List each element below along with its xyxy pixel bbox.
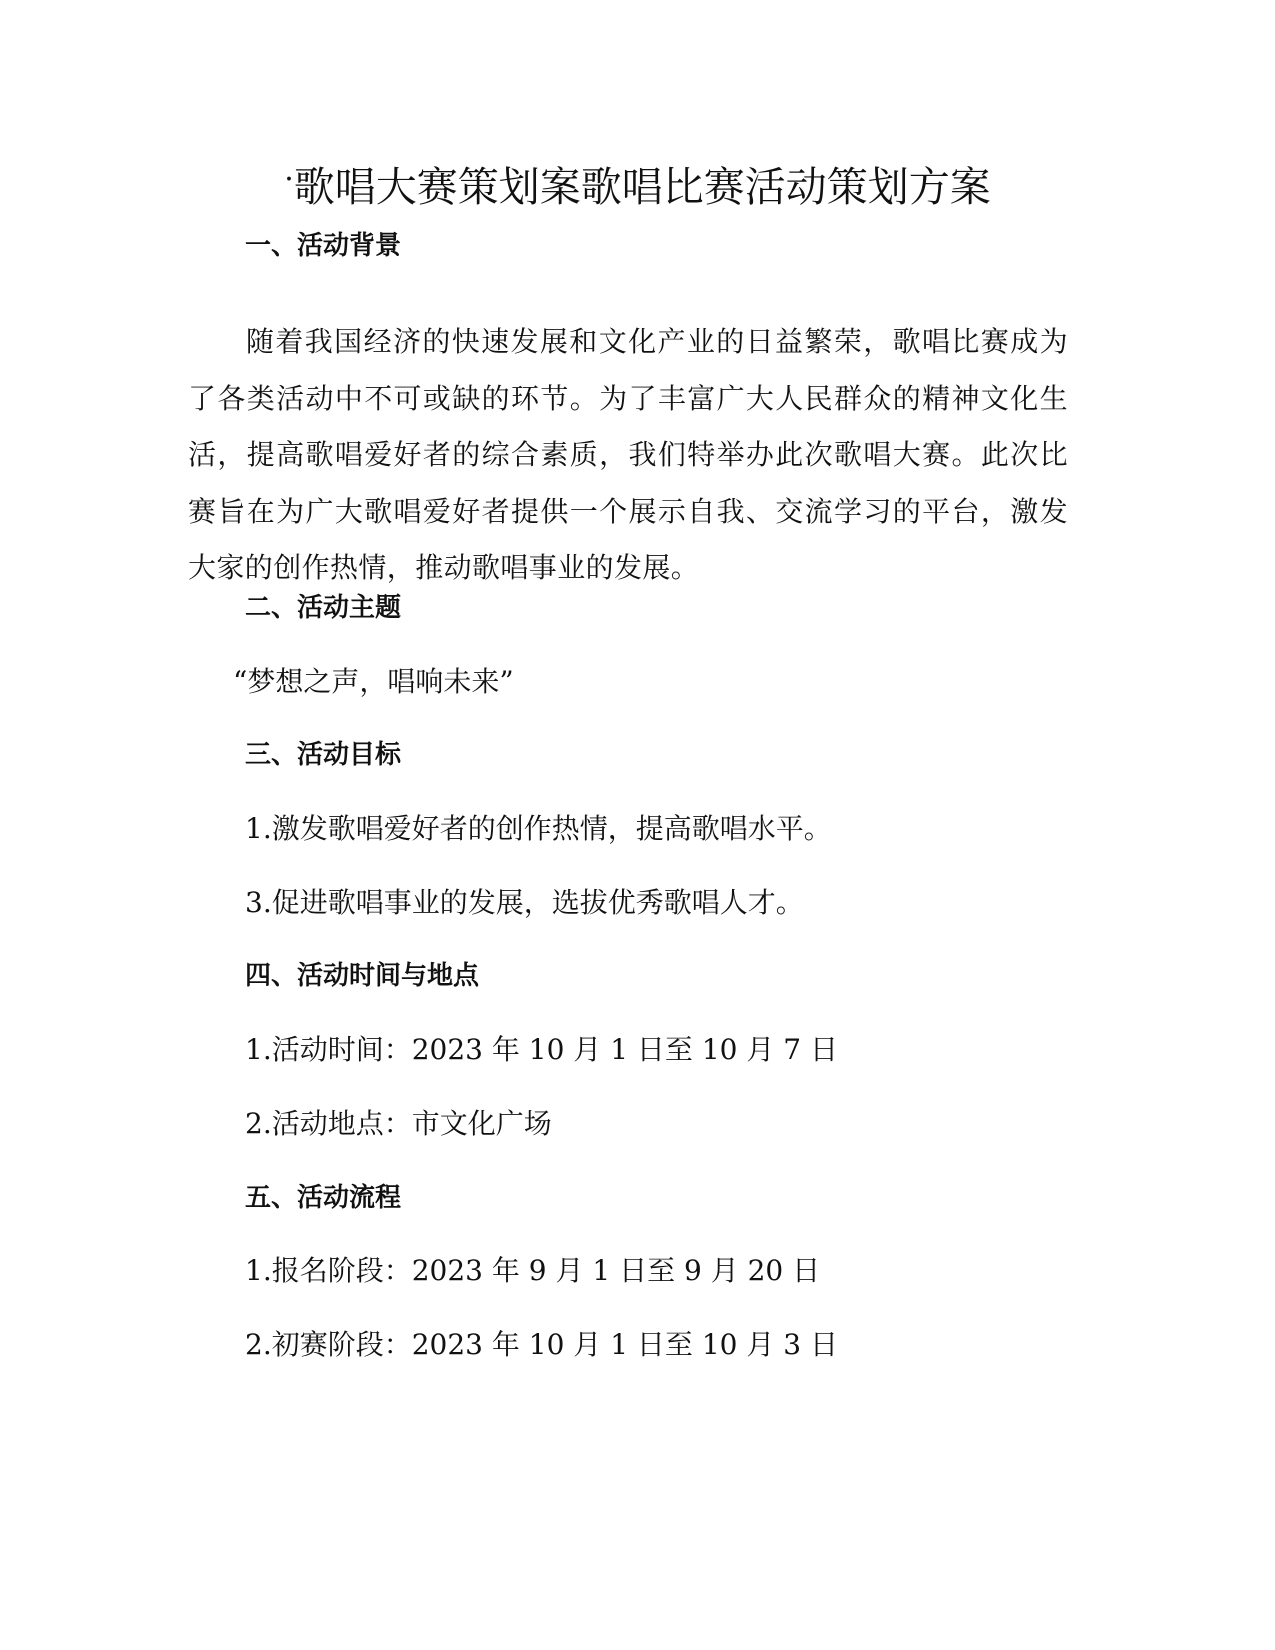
time-item: 1.活动时间：2023 年 10 月 1 日至 10 月 7 日 bbox=[245, 1033, 838, 1066]
section-heading-goals: 三、活动目标 bbox=[245, 740, 402, 770]
process-item: 1.报名阶段：2023 年 9 月 1 日至 9 月 20 日 bbox=[245, 1254, 821, 1287]
theme-text: “梦想之声，唱响未来” bbox=[233, 665, 514, 698]
section-heading-time-place: 四、活动时间与地点 bbox=[245, 961, 480, 991]
title-mark: · bbox=[284, 162, 294, 197]
document-title bbox=[150, 152, 1125, 215]
section-heading-background: 一、活动背景 bbox=[245, 231, 402, 261]
section-heading-process: 五、活动流程 bbox=[245, 1183, 402, 1213]
place-item: 2.活动地点：市文化广场 bbox=[245, 1107, 552, 1140]
document-title-text: 歌唱大赛策划案歌唱比赛活动策划方案 bbox=[293, 163, 991, 211]
goal-item: 1.激发歌唱爱好者的创作热情，提高歌唱水平。 bbox=[245, 812, 832, 845]
process-item: 2.初赛阶段：2023 年 10 月 1 日至 10 月 3 日 bbox=[245, 1328, 838, 1361]
background-paragraph: 随着我国经济的快速发展和文化产业的日益繁荣，歌唱比赛成为了各类活动中不可或缺的环节。为了丰富广大人民群众的精神文化生活，提高歌唱爱好者的综合素质，我们特举办此次歌唱大赛。此次比赛旨在为广大歌唱爱好者提供一个展示自我、交流学习的平台，激发大家的创作热情，推动歌唱事业的发展。 bbox=[188, 325, 1068, 584]
section-heading-theme: 二、活动主题 bbox=[245, 593, 402, 623]
goal-item: 3.促进歌唱事业的发展，选拔优秀歌唱人才。 bbox=[245, 886, 804, 919]
